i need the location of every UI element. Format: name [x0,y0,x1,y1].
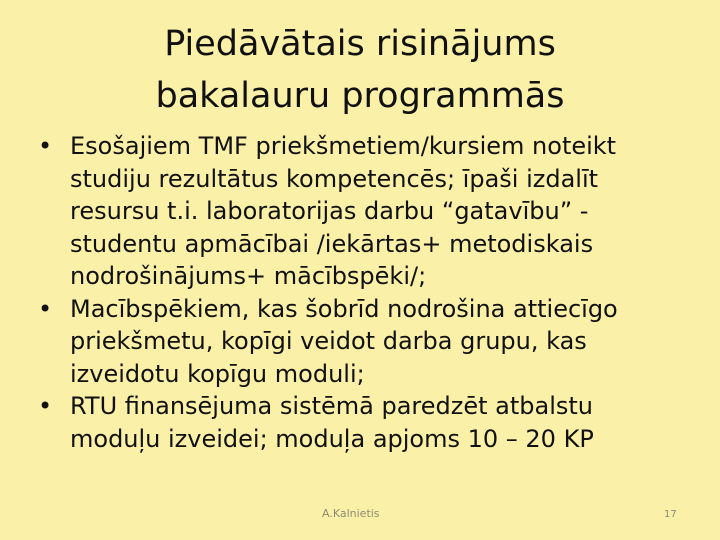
bullet-list [36,130,686,455]
bullet-item-3 [36,390,686,455]
bullet-dot: • [38,294,53,323]
title-line-1: Piedāvātais risinājums [164,24,556,64]
title-line-2: bakalauru programmās [155,76,565,116]
bullet-dot: • [38,132,53,160]
bullet-text-1: Esošajiem TMF priekšmetiem/kursiem noteikt studiju rezultātus kompetencēs; īpaši izdalīt resursu t.i. laboratorijas darbu “gatavību” - studentu apmācībai /iekārtas+ metodiskais nodrošinājums+ mācībspēki/; [70,132,617,290]
bullet-dot: • [38,392,53,420]
footer-text: A.Kalnietis [322,507,380,520]
bullet-text-2: Macībspēkiem, kas šobrīd nodrošina attiecīgo priekšmetu, kopīgi veidot darba grupu, kas izveidotu kopīgu moduli; [70,294,618,388]
page-number: 17 [664,509,677,520]
bullet-item-1 [36,130,686,293]
bullet-item-2 [36,293,686,391]
bullet-text-3: RTU finansējuma sistēmā paredzēt atbalstu moduļu izveidei; moduļa apjoms 10 – 20 KP [70,392,594,453]
slide-title [60,18,660,122]
